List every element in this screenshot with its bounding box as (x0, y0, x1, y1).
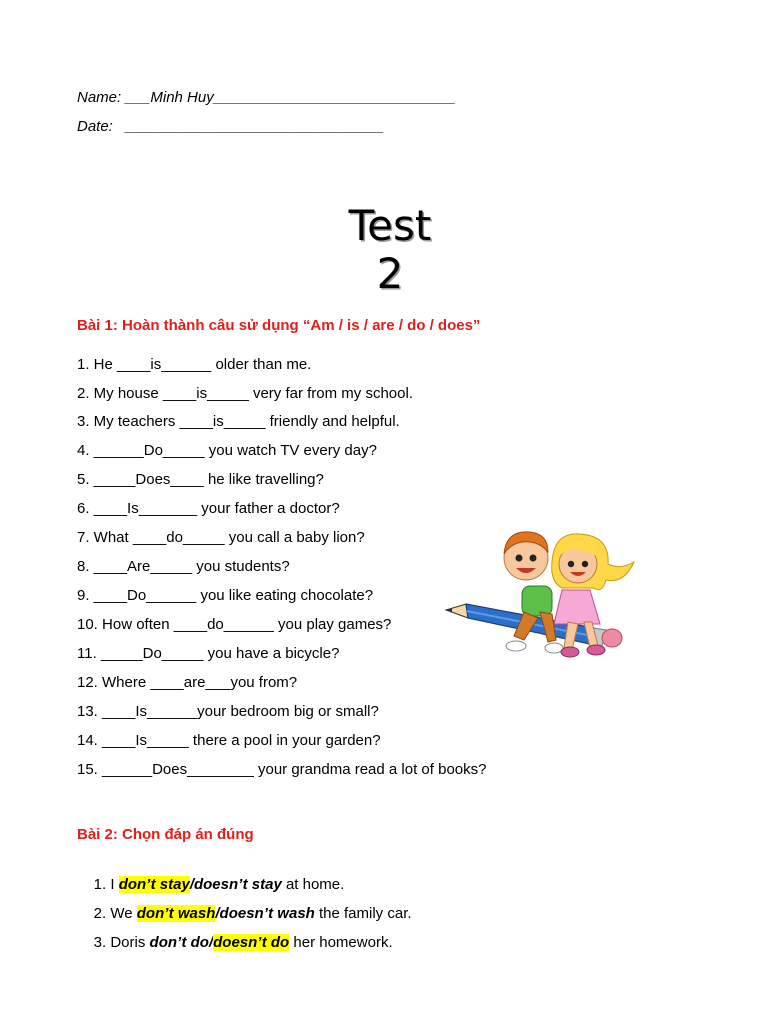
exercise-2-heading: Bài 2: Chọn đáp án đúng (77, 826, 254, 843)
exercise-1-item: 12. Where ____are___you from? (77, 674, 298, 691)
exercise-1-item: 2. My house ____is_____ very far from my school. (77, 385, 413, 402)
answer-option-1: don’t stay (118, 876, 190, 893)
answer-option-2: doesn’t do (213, 934, 290, 951)
exercise-1-item: 4. ______Do_____ you watch TV every day? (77, 442, 377, 459)
answer-option-2: doesn’t stay (193, 876, 282, 893)
exercise-1-item: 3. My teachers ____is_____ friendly and helpful. (77, 413, 400, 430)
name-line: Name: ___Minh Huy_____________________________ (77, 89, 456, 106)
exercise-1-item: 14. ____Is_____ there a pool in your garden? (77, 732, 381, 749)
exercise-1-heading: Bài 1: Hoàn thành câu sử dụng “Am / is / are / do / does” (77, 317, 481, 334)
answer-option-2: doesn’t wash (219, 905, 315, 922)
exercise-1-item: 5. _____Does____ he like travelling? (77, 471, 324, 488)
exercise-1-item: 7. What ____do_____ you call a baby lion? (77, 529, 365, 546)
title-line-1: Test (348, 201, 432, 250)
option-separator: / (215, 905, 220, 922)
exercise-1-item: 11. _____Do_____ you have a bicycle? (77, 645, 340, 662)
kids-riding-pencil-illustration (444, 524, 640, 664)
exercise-1-item: 8. ____Are_____ you students? (77, 558, 290, 575)
item-suffix: the family car. (314, 905, 412, 922)
option-separator: / (189, 876, 194, 893)
exercise-1-item: 15. ______Does________ your grandma read a lot of books? (77, 761, 487, 778)
item-suffix: her homework. (289, 934, 393, 951)
answer-option-1: don’t do (149, 934, 209, 951)
item-prefix: 3. Doris (93, 934, 150, 951)
exercise-1-item: 13. ____Is______your bedroom big or small? (77, 703, 379, 720)
exercise-1-item: 10. How often ____do______ you play games? (77, 616, 392, 633)
exercise-2-item (77, 913, 393, 973)
date-line: Date: _______________________________ (77, 118, 384, 135)
exercise-1-item: 1. He ____is______ older than me. (77, 356, 312, 373)
option-separator: / (208, 934, 214, 951)
exercise-1-item: 9. ____Do______ you like eating chocolate? (77, 587, 374, 604)
item-prefix: 1. I (93, 876, 119, 893)
answer-option-1: don’t wash (136, 905, 216, 922)
exercise-1-item: 6. ____Is_______ your father a doctor? (77, 500, 340, 517)
title-line-2: 2 (376, 249, 404, 298)
item-prefix: 2. We (93, 905, 137, 922)
item-suffix: at home. (281, 876, 345, 893)
